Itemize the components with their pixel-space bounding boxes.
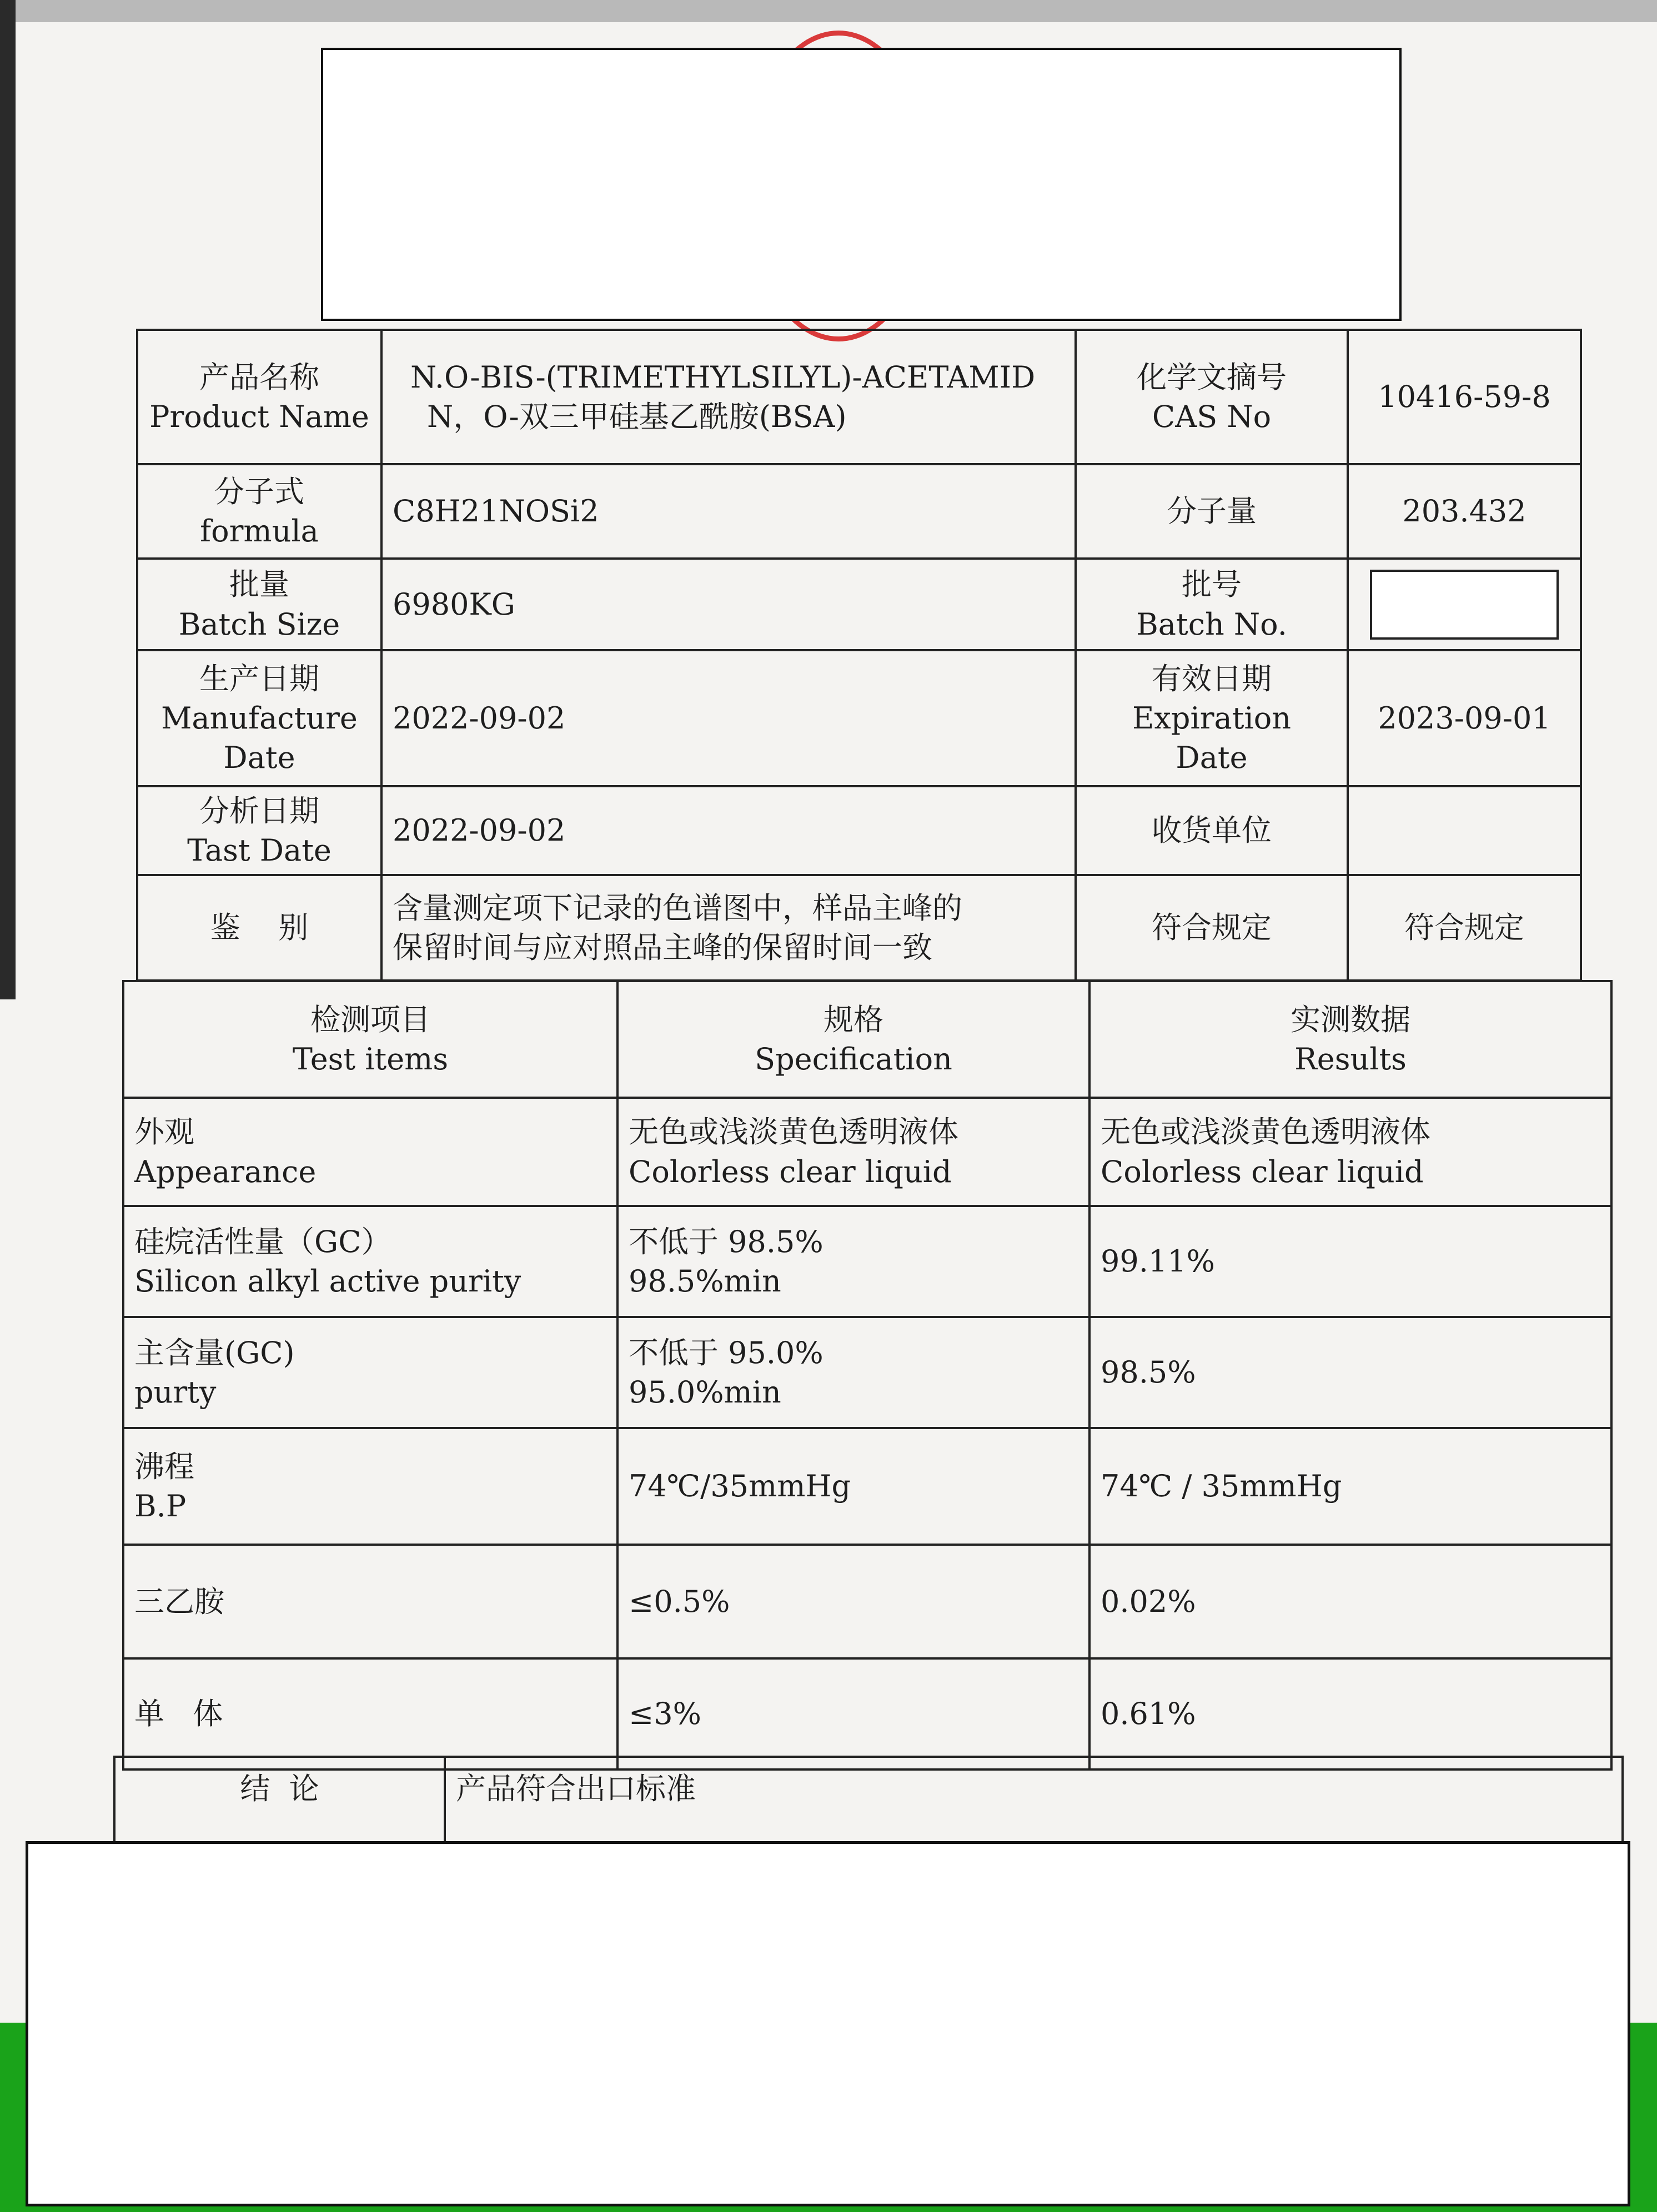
test-item-cn: 外观 xyxy=(134,1114,194,1150)
page-top-edge xyxy=(0,0,1657,22)
manufacture-row xyxy=(137,650,1581,786)
test-items-header-en: Test items xyxy=(292,1042,449,1077)
batch-size-label-en: Batch Size xyxy=(178,606,340,642)
expiration-label-en2: Date xyxy=(1176,740,1248,776)
table-row xyxy=(123,1428,1611,1545)
batch-no-redaction xyxy=(1370,570,1559,640)
results-header xyxy=(1089,981,1611,1098)
identification-text xyxy=(381,875,1076,981)
test-spec xyxy=(617,1317,1089,1428)
test-result: 0.02% xyxy=(1089,1545,1611,1658)
table-row xyxy=(123,1545,1611,1658)
product-name-en: N.O-BIS-(TRIMETHYLSILYL)-ACETAMID xyxy=(410,359,1036,395)
batch-row xyxy=(137,559,1581,650)
test-items-header xyxy=(123,981,617,1098)
cas-label-cn: 化学文摘号 xyxy=(1137,359,1287,395)
test-result xyxy=(1089,1098,1611,1206)
test-spec xyxy=(617,1206,1089,1317)
batch-size-label-cn: 批量 xyxy=(229,567,289,602)
footer-redaction-box xyxy=(26,1841,1630,2206)
consignee-label: 收货单位 xyxy=(1076,786,1348,875)
product-info-table xyxy=(136,329,1582,982)
test-items-header-cn: 检测项目 xyxy=(310,1002,430,1037)
test-result: 74℃ / 35mmHg xyxy=(1089,1428,1611,1545)
test-header-row xyxy=(123,981,1611,1098)
test-spec-line1: 不低于 95.0% xyxy=(629,1335,824,1370)
product-name-label-cn: 产品名称 xyxy=(199,359,319,395)
analysis-date-value: 2022-09-02 xyxy=(381,786,1076,875)
table-row xyxy=(123,1317,1611,1428)
expiration-date-label xyxy=(1076,650,1348,786)
batch-size-value: 6980KG xyxy=(381,559,1076,650)
specification-header xyxy=(617,981,1089,1098)
identification-spec: 符合规定 xyxy=(1076,875,1348,981)
test-item-en: Appearance xyxy=(134,1154,317,1189)
test-spec: 74℃/35mmHg xyxy=(617,1428,1089,1545)
manufacture-label-en2: Date xyxy=(223,740,295,776)
results-header-cn: 实测数据 xyxy=(1291,1002,1410,1037)
test-result: 0.61% xyxy=(1089,1658,1611,1769)
analysis-label-cn: 分析日期 xyxy=(199,793,319,828)
table-row xyxy=(123,1206,1611,1317)
table-row xyxy=(123,1658,1611,1769)
test-spec-line2: 95.0%min xyxy=(629,1375,781,1410)
batch-no-label-cn: 批号 xyxy=(1182,567,1242,602)
manufacture-date-value: 2022-09-02 xyxy=(381,650,1076,786)
test-item-en: Silicon alkyl active purity xyxy=(134,1264,521,1299)
test-results-table xyxy=(122,980,1613,1771)
analysis-date-label xyxy=(137,786,381,875)
test-spec-line1: 不低于 98.5% xyxy=(629,1224,824,1259)
test-item xyxy=(123,1428,617,1545)
results-header-en: Results xyxy=(1294,1042,1407,1077)
product-name-label xyxy=(137,330,381,464)
test-spec xyxy=(617,1098,1089,1206)
identification-result: 符合规定 xyxy=(1348,875,1581,981)
test-item-cn: 沸程 xyxy=(134,1449,194,1484)
test-spec-line1: 无色或浅淡黄色透明液体 xyxy=(629,1114,958,1150)
expiration-label-cn: 有效日期 xyxy=(1152,661,1272,696)
table-row xyxy=(123,1098,1611,1206)
formula-label xyxy=(137,464,381,559)
product-name-cn: N，O-双三甲硅基乙酰胺(BSA) xyxy=(427,399,847,434)
cas-value: 10416-59-8 xyxy=(1348,330,1581,464)
cas-label-en: CAS No xyxy=(1152,399,1272,434)
conclusion-label: 结 论 xyxy=(114,1757,445,1857)
header-redaction-box xyxy=(321,48,1402,321)
consignee-value xyxy=(1348,786,1581,875)
test-item: 单 体 xyxy=(123,1658,617,1769)
test-spec: ≤3% xyxy=(617,1658,1089,1769)
test-item-cn: 主含量(GC) xyxy=(134,1335,295,1370)
expiration-label-en1: Expiration xyxy=(1132,700,1291,736)
test-spec: ≤0.5% xyxy=(617,1545,1089,1658)
test-result: 99.11% xyxy=(1089,1206,1611,1317)
test-item xyxy=(123,1098,617,1206)
identification-row xyxy=(137,875,1581,981)
manufacture-label-cn: 生产日期 xyxy=(199,661,319,696)
test-result-line1: 无色或浅淡黄色透明液体 xyxy=(1101,1114,1430,1150)
identification-text-line2: 保留时间与应对照品主峰的保留时间一致 xyxy=(393,930,932,965)
test-result: 98.5% xyxy=(1089,1317,1611,1428)
specification-header-en: Specification xyxy=(755,1042,952,1077)
test-item-cn: 硅烷活性量（GC） xyxy=(134,1224,391,1259)
product-name-row xyxy=(137,330,1581,464)
identification-text-line1: 含量测定项下记录的色谱图中，样品主峰的 xyxy=(393,890,962,926)
formula-label-en: formula xyxy=(200,514,319,549)
cas-label xyxy=(1076,330,1348,464)
product-name-value xyxy=(381,330,1076,464)
formula-label-cn: 分子式 xyxy=(214,474,304,509)
formula-value: C8H21NOSi2 xyxy=(381,464,1076,559)
analysis-row xyxy=(137,786,1581,875)
mw-label: 分子量 xyxy=(1076,464,1348,559)
product-name-label-en: Product Name xyxy=(149,399,369,434)
test-item: 三乙胺 xyxy=(123,1545,617,1658)
test-spec-line2: 98.5%min xyxy=(629,1264,781,1299)
test-item xyxy=(123,1317,617,1428)
manufacture-date-label xyxy=(137,650,381,786)
identification-label: 鉴 别 xyxy=(137,875,381,981)
batch-no-label xyxy=(1076,559,1348,650)
formula-row xyxy=(137,464,1581,559)
test-result-line2: Colorless clear liquid xyxy=(1101,1154,1424,1189)
analysis-label-en: Tast Date xyxy=(187,833,332,868)
manufacture-label-en1: Manufacture xyxy=(161,700,358,736)
test-item-en: purty xyxy=(134,1375,217,1410)
test-spec-line2: Colorless clear liquid xyxy=(629,1154,952,1189)
batch-no-label-en: Batch No. xyxy=(1136,606,1287,642)
test-item xyxy=(123,1206,617,1317)
page-left-edge xyxy=(0,0,16,999)
expiration-date-value: 2023-09-01 xyxy=(1348,650,1581,786)
batch-no-value xyxy=(1348,559,1581,650)
conclusion-text: 产品符合出口标准 xyxy=(445,1757,1623,1857)
mw-value: 203.432 xyxy=(1348,464,1581,559)
specification-header-cn: 规格 xyxy=(824,1002,883,1037)
batch-size-label xyxy=(137,559,381,650)
test-item-en: B.P xyxy=(134,1489,187,1524)
